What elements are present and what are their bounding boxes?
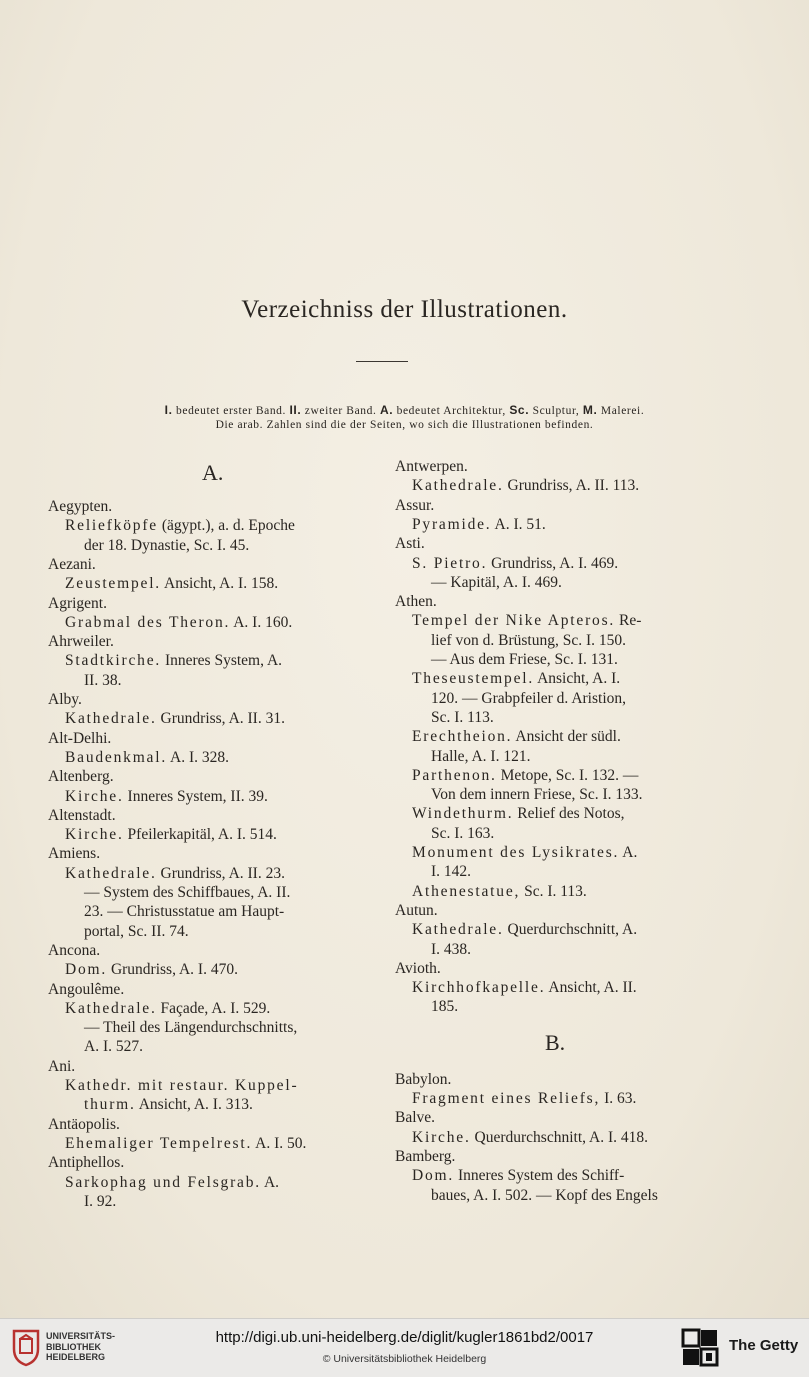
entry-text: der 18. Dynastie, Sc. I. 45. [84,536,250,554]
monument-name: Stadtkirche. [65,652,162,670]
monument-entry [65,517,295,535]
entry-text: Relief des Notos, [513,805,625,823]
entry-text: I. 438. [431,940,472,958]
page-title: Verzeichniss der Illustrationen. [241,296,568,323]
entry-continuation [84,1096,253,1114]
legend-abbrev: II. [289,403,302,417]
monument-name: Grabmal des Theron. [65,613,231,631]
monument-entry [412,883,587,901]
entry-text: A. I. 160. [230,613,293,631]
title-rule [356,361,408,362]
monument-entry [65,865,285,883]
entry-text: Sc. I. 113. [520,882,587,900]
entry-text: Alt-Delhi. [48,729,112,747]
monument-entry [412,1167,624,1185]
getty-label: The Getty [729,1337,799,1354]
monument-entry [65,1135,306,1153]
monument-entry [65,826,277,844]
monument-entry [412,555,618,573]
entry-text: Ani. [48,1057,76,1075]
entry-text: Ansicht, A. I. [534,670,621,688]
entry-continuation [431,786,643,804]
getty-logo-icon [680,1327,720,1369]
monument-entry [65,1174,279,1192]
entry-text: Ansicht, A. I. 158. [160,575,279,593]
monument-name: Athenestatue, [412,882,521,900]
entry-text: (ägypt.), a. d. Epoche [157,517,295,535]
entry-continuation [431,632,626,650]
place-entry [48,1058,75,1076]
entry-text: 185. [431,998,459,1016]
section-letter: B. [545,1029,566,1055]
monument-name: Sarkophag und Felsgrab. [65,1173,261,1191]
entry-text: A. [260,1173,280,1191]
section-letter: A. [202,460,224,485]
legend-line-1 [0,403,809,419]
legend-line-2: Die arab. Zahlen sind die der Seiten, wo sich die Illustrationen befinden. [215,419,594,431]
place-entry [48,498,112,516]
entry-text: Grundriss, A. I. 469. [487,554,619,572]
monument-name: Fragment eines Reliefs, [412,1090,601,1107]
entry-text: Asti. [395,535,425,553]
monument-entry [412,516,546,534]
legend-abbrev: M. [582,403,598,417]
entry-continuation [431,748,530,766]
entry-continuation [84,884,290,902]
entry-text: lief von d. Brüstung, Sc. I. 150. [431,631,627,649]
monument-name: Theseustempel. [412,670,535,688]
place-entry [48,691,82,709]
monument-name: Reliefköpfe [65,517,158,535]
monument-name: Erechtheion. [412,728,513,746]
entry-continuation [431,709,494,727]
entry-continuation [84,672,121,690]
entry-text: Re- [615,612,642,630]
entry-text: Inneres System, II. 39. [123,787,268,805]
entry-text: Aezani. [48,555,96,573]
monument-name: Parthenon. [412,766,497,784]
entry-text: Inneres System des Schiff- [454,1167,625,1185]
monument-name: Kathedrale. [65,864,157,882]
university-library-label: UNIVERSITÄTS- BIBLIOTHEK HEIDELBERG [46,1331,116,1362]
place-entry [395,1071,451,1089]
entry-continuation [431,825,494,843]
monument-name: Pyramide. [412,515,492,533]
entry-continuation [431,863,471,881]
entry-text: Avioth. [395,959,441,977]
monument-entry [65,1000,270,1018]
entry-text: Ancona. [48,941,101,959]
place-entry [48,981,124,999]
legend-abbrev: A. [379,403,394,417]
monument-entry [412,1129,648,1147]
place-entry [48,730,111,748]
entry-text: Ansicht der südl. [512,728,621,746]
entry-text: A. I. 51. [491,515,546,533]
viewer-footer [0,1318,809,1377]
entry-text: Agrigent. [48,594,107,612]
monument-name: Kirche. [412,1128,471,1146]
entry-text: I. 142. [431,863,472,881]
monument-name: Kathedr. mit restaur. Kuppel- [65,1077,299,1094]
entry-text: — Kapitäl, A. I. 469. [431,573,562,591]
entry-continuation [431,690,626,708]
place-entry [395,497,434,515]
place-entry [395,960,441,978]
entry-text: Antwerpen. [395,458,468,475]
monument-name: Baudenkmal. [65,748,168,766]
entry-continuation [84,1193,116,1211]
monument-entry [412,477,639,495]
monument-name: Ehemaliger Tempelrest. [65,1134,253,1152]
entry-text: portal, Sc. II. 74. [84,922,189,940]
entry-text: Querdurchschnitt, A. I. 418. [470,1128,649,1146]
entry-text: Halle, A. I. 121. [431,747,531,765]
legend-text: bedeutet erster Band. [172,405,290,417]
entry-text: A. [619,844,638,861]
place-entry [48,942,100,960]
monument-name: Kirchhofkapelle. [412,979,546,997]
entry-continuation [431,998,458,1016]
entry-text: 23. — Christusstatue am Haupt- [84,903,285,921]
legend-abbrev: I. [164,403,173,417]
entry-text: Babylon. [395,1070,452,1088]
entry-text: Façade, A. I. 529. [156,999,271,1017]
entry-text: Grundriss, A. II. 23. [156,864,285,882]
monument-name: Tempel der Nike Apteros. [412,612,616,630]
entry-text: Alby. [48,691,82,708]
entry-text: Pfeilerkapitäl, A. I. 514. [123,826,277,844]
entry-continuation [431,941,471,959]
legend-text: zweiter Band. [301,405,380,417]
place-entry [395,593,437,611]
monument-name: Kathedrale. [412,921,504,939]
entry-text: A. I. 50. [252,1134,307,1152]
entry-continuation [431,1187,658,1205]
entry-text: Altenstadt. [48,806,116,824]
entry-text: 120. — Grabpfeiler d. Aristion, [431,689,627,707]
legend-text: Malerei. [597,405,645,417]
monument-name: Zeustempel. [65,575,161,593]
entry-continuation [84,903,284,921]
monument-name: thurm. [84,1096,136,1114]
entry-text: Grundriss, A. I. 470. [107,961,238,979]
entry-continuation [431,574,562,592]
entry-text: Ansicht, A. I. 313. [135,1096,253,1114]
entry-text: baues, A. I. 502. — Kopf des Engels [431,1186,658,1204]
entry-text: A. I. 527. [84,1038,143,1056]
place-entry [395,458,468,476]
entry-text: Metope, Sc. I. 132. — [496,766,639,784]
monument-entry [65,788,268,806]
monument-entry [65,749,229,767]
entry-text: Amiens. [48,845,101,863]
monument-name: Dom. [65,961,108,979]
monument-entry [65,961,238,979]
entry-text: Grundriss, A. II. 113. [503,477,640,495]
place-entry [395,1109,435,1127]
monument-entry [65,652,282,670]
monument-entry [65,575,278,593]
entry-text: Sc. I. 163. [431,824,495,842]
place-entry [48,768,114,786]
entry-text: Autun. [395,901,438,919]
monument-entry [412,979,637,997]
entry-text: — System des Schiffbaues, A. II. [84,884,291,901]
entry-text: A. I. 328. [167,748,230,766]
entry-text: Querdurchschnitt, A. [503,921,638,939]
entry-text: Assur. [395,496,435,514]
entry-text: — Aus dem Friese, Sc. I. 131. [431,651,618,668]
monument-entry [65,710,285,728]
monument-entry [412,844,637,862]
entry-text: — Theil des Längendurchschnitts, [84,1019,298,1037]
monument-name: Dom. [412,1167,455,1185]
monument-entry [412,921,637,939]
monument-entry [65,614,292,632]
monument-name: Kirche. [65,787,124,805]
entry-text: I. 92. [84,1192,117,1210]
monument-name: Kathedrale. [412,477,504,495]
entry-text: Ahrweiler. [48,633,114,651]
place-entry [48,845,100,863]
monument-entry [412,612,641,630]
entry-text: II. 38. [84,671,122,689]
entry-continuation [431,651,618,669]
entry-text: Altenberg. [48,768,114,786]
entry-text: Antäopolis. [48,1115,120,1133]
monument-entry [412,670,620,688]
place-entry [48,633,114,651]
entry-continuation [84,537,249,555]
entry-text: Bamberg. [395,1147,456,1165]
place-entry [48,1154,124,1172]
place-entry [395,1148,455,1166]
entry-continuation [84,1019,297,1037]
monument-name: Windethurm. [412,805,514,823]
monument-name: Monument des Lysikrates. [412,844,620,861]
entry-text: Aegypten. [48,498,113,515]
entry-continuation [84,1038,143,1056]
entry-text: Angoulême. [48,980,125,998]
entry-text: Von dem innern Friese, Sc. I. 133. [431,786,643,804]
monument-entry [412,805,624,823]
place-entry [395,902,438,920]
monument-entry [412,767,638,785]
monument-name: Kathedrale. [65,710,157,728]
entry-text: Inneres System, A. [161,652,283,670]
permalink-url[interactable]: http://digi.ub.uni-heidelberg.de/diglit/kugler1861bd2/0017 [215,1329,594,1346]
legend-text: Sculptur, [529,405,583,417]
place-entry [48,595,107,613]
copyright-notice: © Universitätsbibliothek Heidelberg [322,1353,487,1365]
entry-continuation [84,923,189,941]
legend-abbrev: Sc. [509,403,530,417]
legend-text: bedeutet Architektur, [393,405,510,417]
monument-entry [65,1077,298,1095]
place-entry [48,556,96,574]
monument-entry [412,728,621,746]
entry-text: Ansicht, A. II. [545,979,637,997]
monument-name: S. Pietro. [412,554,488,572]
entry-text: Athen. [395,593,437,611]
place-entry [48,1116,120,1134]
entry-text: Balve. [395,1109,436,1127]
monument-name: Kathedrale. [65,999,157,1017]
entry-text: Antiphellos. [48,1154,125,1172]
monument-name: Kirche. [65,826,124,844]
entry-text: I. 63. [600,1090,637,1107]
entry-text: Grundriss, A. II. 31. [156,710,285,728]
entry-text: Sc. I. 113. [431,708,494,726]
place-entry [48,807,116,825]
place-entry [395,535,425,553]
monument-entry [412,1090,636,1108]
